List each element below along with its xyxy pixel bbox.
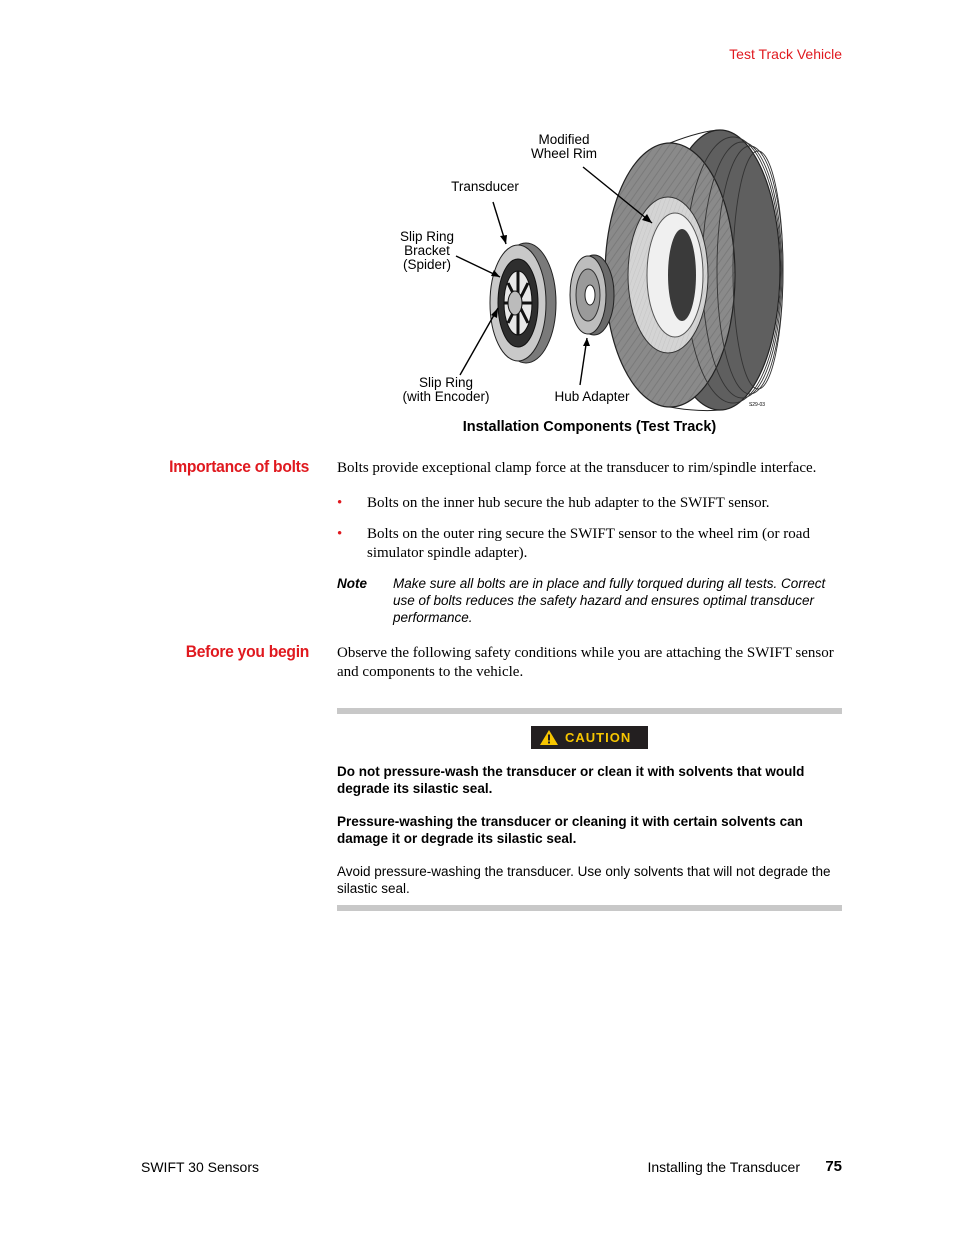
label-slipring-line-1: Slip Ring	[418, 375, 474, 390]
caution-paragraph-2: Pressure-washing the transducer or cleaning it with certain solvents can damage it or degrade its silastic seal.	[337, 814, 803, 846]
tire-shape	[605, 130, 783, 411]
bullet-text: Bolts on the outer ring secure the SWIFT sensor to the wheel rim (or road simulator spindle adapter).	[367, 526, 810, 561]
caution-bottom-rule	[337, 905, 842, 911]
label-modified-wheel-rim	[518, 133, 610, 161]
importance-intro: Bolts provide exceptional clamp force at the transducer to rim/spindle interface.	[337, 460, 817, 476]
label-bracket-line-3: (Spider)	[402, 257, 451, 272]
figure-code: S29-03	[748, 402, 766, 408]
heading-importance-of-bolts: Importance of bolts	[169, 457, 309, 476]
caution-top-rule	[337, 708, 842, 714]
list-item	[337, 525, 842, 563]
bullet-icon: •	[337, 495, 343, 511]
figure-caption: Installation Components (Test Track)	[462, 419, 717, 435]
caution-badge	[531, 726, 648, 749]
label-rim-line-2: Wheel Rim	[530, 146, 597, 161]
caution-label: CAUTION	[565, 730, 632, 745]
label-transducer: Transducer	[451, 179, 519, 194]
warning-triangle-icon	[539, 729, 559, 749]
label-slip-ring	[396, 376, 496, 404]
caution-paragraph-3: Avoid pressure-washing the transducer. Use only solvents that will not degrade the silastic seal.	[337, 864, 831, 896]
installation-figure	[390, 125, 790, 415]
transducer-shape	[490, 243, 556, 363]
page-number: 75	[825, 1158, 842, 1175]
before-text: Observe the following safety conditions while you are attaching the SWIFT sensor and components to the vehicle.	[337, 645, 834, 680]
caution-paragraph-1: Do not pressure-wash the transducer or clean it with solvents that would degrade its silastic seal.	[337, 764, 805, 796]
footer-chapter: Installing the Transducer	[647, 1159, 800, 1175]
bullet-icon: •	[337, 526, 343, 542]
list-item	[337, 494, 842, 513]
hub-adapter-shape	[570, 255, 614, 335]
label-slip-ring-bracket	[390, 230, 464, 272]
heading-before-you-begin: Before you begin	[185, 642, 309, 661]
running-header: Test Track Vehicle	[729, 46, 842, 62]
label-rim-line-1: Modified	[538, 132, 590, 147]
label-bracket-line-1: Slip Ring	[399, 229, 455, 244]
label-bracket-line-2: Bracket	[404, 243, 450, 258]
label-slipring-line-2: (with Encoder)	[402, 389, 490, 404]
note-label: Note	[337, 576, 367, 591]
bullet-text: Bolts on the inner hub secure the hub adapter to the SWIFT sensor.	[367, 495, 770, 511]
footer-doc-title: SWIFT 30 Sensors	[141, 1159, 260, 1175]
label-hub-adapter: Hub Adapter	[554, 389, 630, 404]
note-block	[337, 575, 842, 626]
note-text: Make sure all bolts are in place and fully torqued during all tests. Correct use of bolts reduces the safety hazard and ensures optimal transducer performance.	[393, 576, 826, 625]
